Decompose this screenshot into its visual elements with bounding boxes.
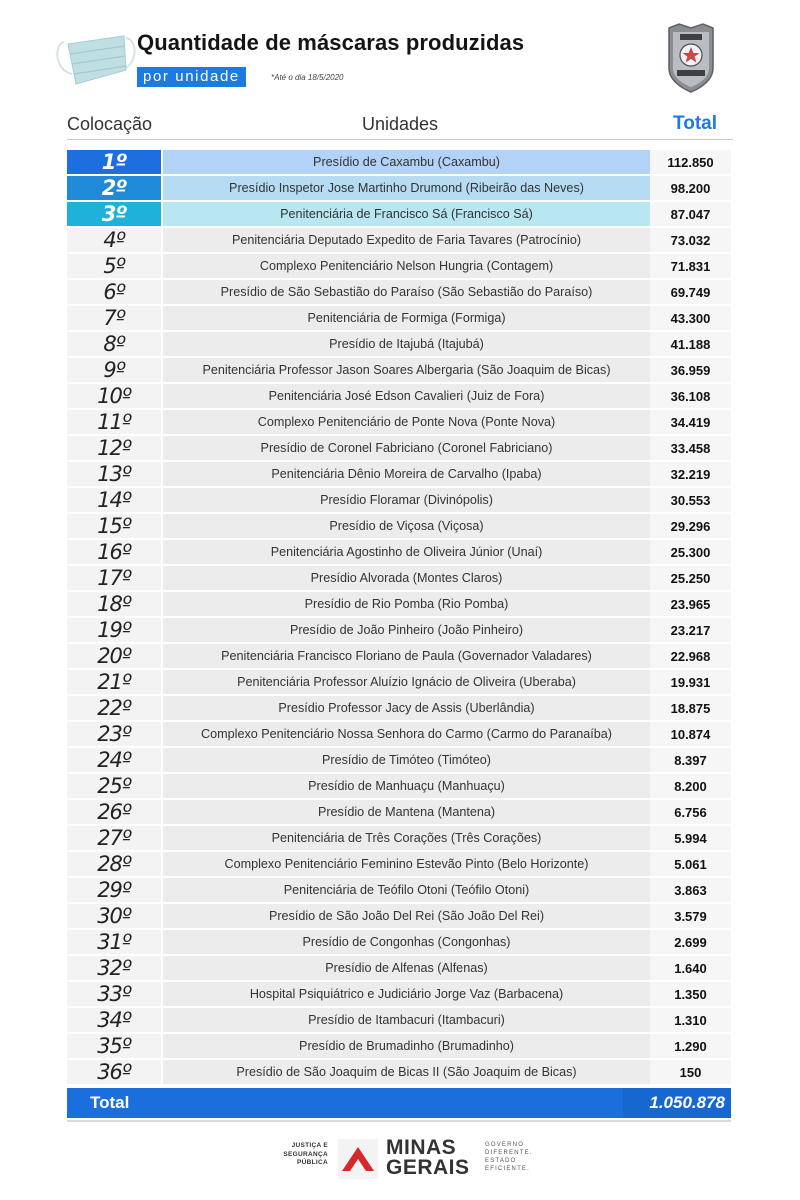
rank-cell: 17º [67,566,161,590]
rank-cell: 34º [67,1008,161,1032]
unit-cell: Presídio de Itambacuri (Itambacuri) [163,1008,650,1032]
unit-cell: Presídio Professor Jacy de Assis (Uberlândia) [163,696,650,720]
ranking-table [67,150,731,1086]
total-cell: 87.047 [650,202,731,226]
unit-cell: Complexo Penitenciário de Ponte Nova (Ponte Nova) [163,410,650,434]
unit-cell: Presídio Inspetor Jose Martinho Drumond (Ribeirão das Neves) [163,176,650,200]
rank-cell: 28º [67,852,161,876]
total-cell: 43.300 [650,306,731,330]
column-header-total: Total [673,113,717,134]
unit-cell: Presídio Floramar (Divinópolis) [163,488,650,512]
total-cell: 8.200 [650,774,731,798]
table-row [67,592,731,618]
unit-cell: Presídio de Congonhas (Congonhas) [163,930,650,954]
unit-cell: Penitenciária Professor Jason Soares Albergaria (São Joaquim de Bicas) [163,358,650,382]
column-headers [67,112,733,140]
table-row [67,670,731,696]
total-cell: 98.200 [650,176,731,200]
table-row [67,384,731,410]
table-row [67,618,731,644]
unit-cell: Penitenciária José Edson Cavalieri (Juiz de Fora) [163,384,650,408]
table-row [67,774,731,800]
minas-gerais-wordmark [386,1138,470,1178]
rank-cell: 14º [67,488,161,512]
total-cell: 23.965 [650,592,731,616]
total-cell: 23.217 [650,618,731,642]
total-cell: 32.219 [650,462,731,486]
total-value: 1.050.878 [623,1088,731,1118]
table-row [67,488,731,514]
total-row [67,1088,731,1118]
footer-logos [270,1135,550,1187]
rank-cell: 33º [67,982,161,1006]
header [0,0,800,110]
total-cell: 8.397 [650,748,731,772]
table-row [67,748,731,774]
rank-cell: 27º [67,826,161,850]
table-row [67,956,731,982]
justica-seguranca-logo [270,1142,328,1168]
unit-cell: Penitenciária de Francisco Sá (Francisco Sá) [163,202,650,226]
unit-cell: Penitenciária Dênio Moreira de Carvalho (Ipaba) [163,462,650,486]
rank-cell: 15º [67,514,161,538]
rank-cell: 20º [67,644,161,668]
unit-cell: Penitenciária Professor Aluízio Ignácio de Oliveira (Uberaba) [163,670,650,694]
total-cell: 18.875 [650,696,731,720]
table-row [67,982,731,1008]
rank-cell: 23º [67,722,161,746]
government-slogan [485,1141,533,1173]
rank-cell: 29º [67,878,161,902]
unit-cell: Presídio de Viçosa (Viçosa) [163,514,650,538]
table-row [67,722,731,748]
total-cell: 1.350 [650,982,731,1006]
slogan-line: ESTADO [485,1158,517,1164]
page-title: Quantidade de máscaras produzidas [137,30,525,55]
rank-cell: 25º [67,774,161,798]
rank-cell: 8º [67,332,161,356]
date-note: *Até o dia 18/5/2020 [271,73,344,82]
gerais-text: GERAIS [386,1156,470,1179]
total-cell: 29.296 [650,514,731,538]
slogan-line: GOVERNO [485,1142,525,1148]
unit-cell: Presídio de Brumadinho (Brumadinho) [163,1034,650,1058]
rank-cell: 7º [67,306,161,330]
table-row [67,540,731,566]
total-cell: 112.850 [650,150,731,174]
rank-cell: 11º [67,410,161,434]
rank-cell: 26º [67,800,161,824]
table-row [67,1060,731,1086]
rank-cell: 31º [67,930,161,954]
total-label: Total [90,1093,130,1112]
rank-cell: 30º [67,904,161,928]
table-row [67,852,731,878]
rank-cell: 16º [67,540,161,564]
total-cell: 3.863 [650,878,731,902]
table-row [67,878,731,904]
total-cell: 36.108 [650,384,731,408]
unit-cell: Presídio Alvorada (Montes Claros) [163,566,650,590]
unit-cell: Presídio de João Pinheiro (João Pinheiro) [163,618,650,642]
total-cell: 6.756 [650,800,731,824]
unit-cell: Penitenciária de Três Corações (Três Corações) [163,826,650,850]
table-row [67,514,731,540]
total-cell: 41.188 [650,332,731,356]
rank-cell: 12º [67,436,161,460]
unit-cell: Complexo Penitenciário Nossa Senhora do Carmo (Carmo do Paranaíba) [163,722,650,746]
justica-text-line: SEGURANÇA [283,1150,328,1158]
total-cell: 30.553 [650,488,731,512]
unit-cell: Penitenciária Francisco Floriano de Paula (Governador Valadares) [163,644,650,668]
rank-cell: 13º [67,462,161,486]
table-row [67,904,731,930]
rank-cell: 5º [67,254,161,278]
unit-cell: Complexo Penitenciário Feminino Estevão Pinto (Belo Horizonte) [163,852,650,876]
total-cell: 73.032 [650,228,731,252]
sistema-prisional-badge-icon [665,22,717,94]
table-row [67,306,731,332]
table-row [67,462,731,488]
slogan-line: EFICIENTE. [485,1166,531,1172]
minas-gerais-triangle-icon [338,1139,378,1179]
unit-cell: Presídio de Alfenas (Alfenas) [163,956,650,980]
unit-cell: Penitenciária Deputado Expedito de Faria Tavares (Patrocínio) [163,228,650,252]
unit-cell: Presídio de Manhuaçu (Manhuaçu) [163,774,650,798]
rank-cell: 36º [67,1060,161,1084]
face-mask-icon [50,22,140,94]
slogan-line: DIFERENTE. [485,1150,533,1156]
unit-cell: Presídio de Coronel Fabriciano (Coronel Fabriciano) [163,436,650,460]
table-row [67,332,731,358]
unit-cell: Presídio de São Joaquim de Bicas II (São Joaquim de Bicas) [163,1060,650,1084]
total-cell: 25.250 [650,566,731,590]
unit-cell: Penitenciária de Formiga (Formiga) [163,306,650,330]
total-cell: 5.061 [650,852,731,876]
total-cell: 36.959 [650,358,731,382]
rank-cell: 1º [67,150,161,174]
table-row [67,358,731,384]
unit-cell: Complexo Penitenciário Nelson Hungria (Contagem) [163,254,650,278]
subtitle-badge: por unidade [137,67,246,87]
table-row [67,280,731,306]
unit-cell: Presídio de São João Del Rei (São João Del Rei) [163,904,650,928]
table-row [67,826,731,852]
rank-cell: 35º [67,1034,161,1058]
total-cell: 25.300 [650,540,731,564]
rank-cell: 6º [67,280,161,304]
minas-text: MINAS [386,1136,457,1159]
unit-cell: Presídio de Rio Pomba (Rio Pomba) [163,592,650,616]
unit-cell: Presídio de São Sebastião do Paraíso (São Sebastião do Paraíso) [163,280,650,304]
total-cell: 5.994 [650,826,731,850]
table-row [67,1034,731,1060]
table-row [67,150,731,176]
total-cell: 1.640 [650,956,731,980]
total-cell: 3.579 [650,904,731,928]
unit-cell: Presídio de Mantena (Mantena) [163,800,650,824]
table-row [67,228,731,254]
column-header-unit: Unidades [362,114,439,134]
rank-cell: 21º [67,670,161,694]
table-row [67,176,731,202]
rank-cell: 2º [67,176,161,200]
total-cell: 10.874 [650,722,731,746]
rank-cell: 18º [67,592,161,616]
divider [67,1120,731,1122]
rank-cell: 22º [67,696,161,720]
table-row [67,202,731,228]
total-cell: 19.931 [650,670,731,694]
table-row [67,254,731,280]
unit-cell: Penitenciária de Teófilo Otoni (Teófilo Otoni) [163,878,650,902]
rank-cell: 32º [67,956,161,980]
table-row [67,800,731,826]
total-cell: 71.831 [650,254,731,278]
unit-cell: Presídio de Timóteo (Timóteo) [163,748,650,772]
table-row [67,1008,731,1034]
table-row [67,566,731,592]
rank-cell: 9º [67,358,161,382]
justica-text-line: PÚBLICA [297,1159,328,1166]
justica-text-line: JUSTIÇA E [291,1142,328,1149]
total-cell: 2.699 [650,930,731,954]
unit-cell: Hospital Psiquiátrico e Judiciário Jorge Vaz (Barbacena) [163,982,650,1006]
rank-cell: 19º [67,618,161,642]
total-cell: 34.419 [650,410,731,434]
total-cell: 1.290 [650,1034,731,1058]
total-cell: 22.968 [650,644,731,668]
unit-cell: Presídio de Itajubá (Itajubá) [163,332,650,356]
table-row [67,696,731,722]
rank-cell: 10º [67,384,161,408]
total-cell: 1.310 [650,1008,731,1032]
table-row [67,644,731,670]
rank-cell: 4º [67,228,161,252]
rank-cell: 3º [67,202,161,226]
unit-cell: Presídio de Caxambu (Caxambu) [163,150,650,174]
table-row [67,930,731,956]
rank-cell: 24º [67,748,161,772]
unit-cell: Penitenciária Agostinho de Oliveira Júnior (Unaí) [163,540,650,564]
table-row [67,410,731,436]
total-cell: 69.749 [650,280,731,304]
column-header-rank: Colocação [67,114,153,134]
total-cell: 150 [650,1060,731,1084]
total-cell: 33.458 [650,436,731,460]
table-row [67,436,731,462]
